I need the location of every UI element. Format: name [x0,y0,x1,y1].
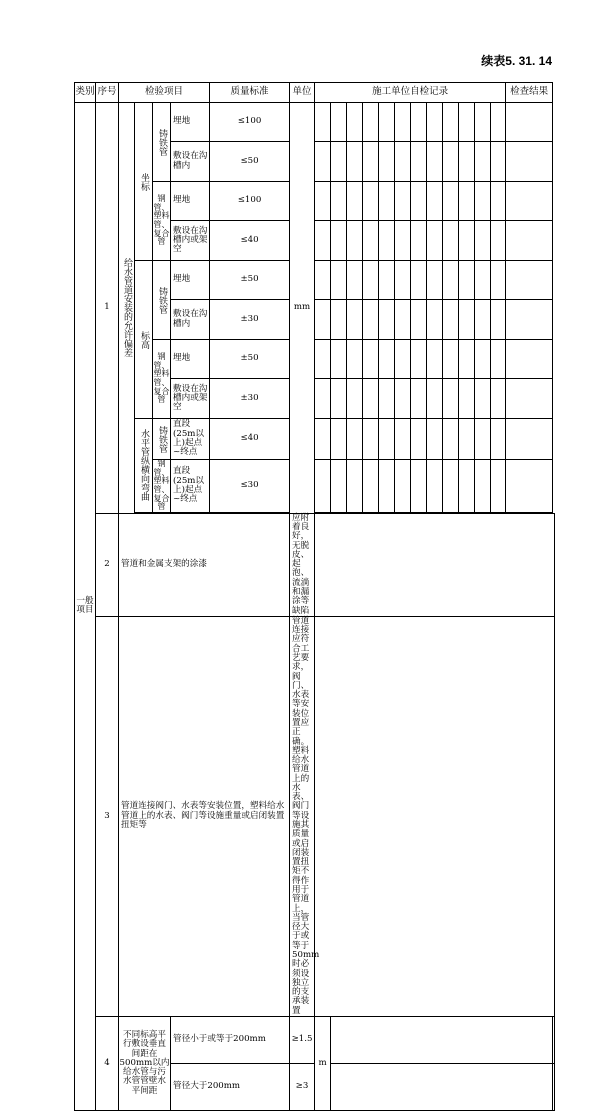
page-title: 续表5. 31. 14 [481,54,552,68]
elev-steel-cell: 钢管、塑料管、复合管 [153,340,171,419]
trench-overhead-label: 敷设在沟槽内或架空 [171,379,210,419]
item2-records [315,513,555,616]
standard-value: ±30 [210,379,290,419]
header-standard: 质量标准 [210,83,290,103]
trench-label: 敷设在沟槽内 [171,142,210,182]
buried-label: 埋地 [171,340,210,379]
unit-cell-1: mm [290,103,315,514]
inspection-table [74,82,555,1111]
table-row [75,419,555,460]
standard-value: ≤40 [210,419,290,460]
header-category: 类别 [75,83,96,103]
trench-label: 敷设在沟槽内 [171,300,210,340]
header-seq: 序号 [96,83,119,103]
category-cell: 一般项目 [75,103,96,1111]
seq-cell-3: 3 [96,616,119,1016]
standard-value: ≥1.5 [290,1016,315,1063]
elev-cast-iron-cell: 铸铁管 [153,261,171,340]
coord-cell: 坐标 [135,103,153,261]
buried-label: 埋地 [171,182,210,221]
slope-cell: 水平管纵横向弯曲 [135,419,153,513]
header-unit: 单位 [290,83,315,103]
table-row [75,261,555,300]
standard-value: ±30 [210,300,290,340]
standard-value: ≤40 [210,221,290,261]
standard-value: ±50 [210,261,290,300]
trench-overhead-label: 敷设在沟槽内或架空 [171,221,210,261]
item3-standard: 管道连接应符合工艺要求，阀门、水表等安装位置应正确。塑料给水管道上的水表、阀门等设施其质量或启闭装置扭矩不得作用于管道上，当管径大于或等于50mm时必须设独立的支承装置 [290,616,315,1016]
standard-value: ≤100 [210,103,290,142]
header-item: 检验项目 [119,83,210,103]
coord-steel-cell: 钢管、塑料管、复合管 [153,182,171,261]
seq-cell-1: 1 [96,103,119,514]
pipe-large-label: 管径大于200mm [171,1063,290,1110]
standard-value: ≤100 [210,182,290,221]
item2-standard: 应附着良好，无脱皮、起泡、流淌和漏涂等缺陷 [290,513,315,616]
seq-cell-2: 2 [96,513,119,616]
buried-label: 埋地 [171,261,210,300]
item3-name: 管道连接阀门、水表等安装位置，塑料给水管道上的水表、阀门等设施重量或启闭装置扭矩等 [119,616,290,1016]
table-row [75,513,555,616]
standard-value: ≤50 [210,142,290,182]
elevation-cell: 标高 [135,261,153,419]
header-result: 检查结果 [506,83,553,103]
slope-steel-cell: 钢管、塑料管、复合管 [153,459,170,512]
seq-cell-4: 4 [96,1016,119,1110]
unit-cell-4: m [315,1016,331,1110]
standard-value: ±50 [210,340,290,379]
slope-cast-iron-cell: 铸铁管 [153,419,171,460]
buried-label: 埋地 [171,103,210,142]
item3-records [315,616,555,1016]
coord-cast-iron-cell: 铸铁管 [153,103,171,182]
table-row [75,1016,555,1063]
straight-label: 直段(25m以上)起点~终点 [171,419,210,460]
item4-name: 不同标高平行敷设垂直间距在500mm以内给水管与污水管管壁水平间距 [119,1016,171,1110]
standard-value: ≤30 [210,460,290,513]
table-header-row [75,83,555,103]
item1-name-cell: 给水管道安装的允许偏差 [119,103,135,514]
standard-value: ≥3 [290,1063,315,1110]
straight-label: 直段(25m以上)起点~终点 [171,460,210,513]
item2-name: 管道和金属支架的涂漆 [119,513,290,616]
header-self-check: 施工单位自检记录 [315,83,506,103]
table-row [75,616,555,1016]
table-row [75,103,555,142]
pipe-small-label: 管径小于或等于200mm [171,1016,290,1063]
